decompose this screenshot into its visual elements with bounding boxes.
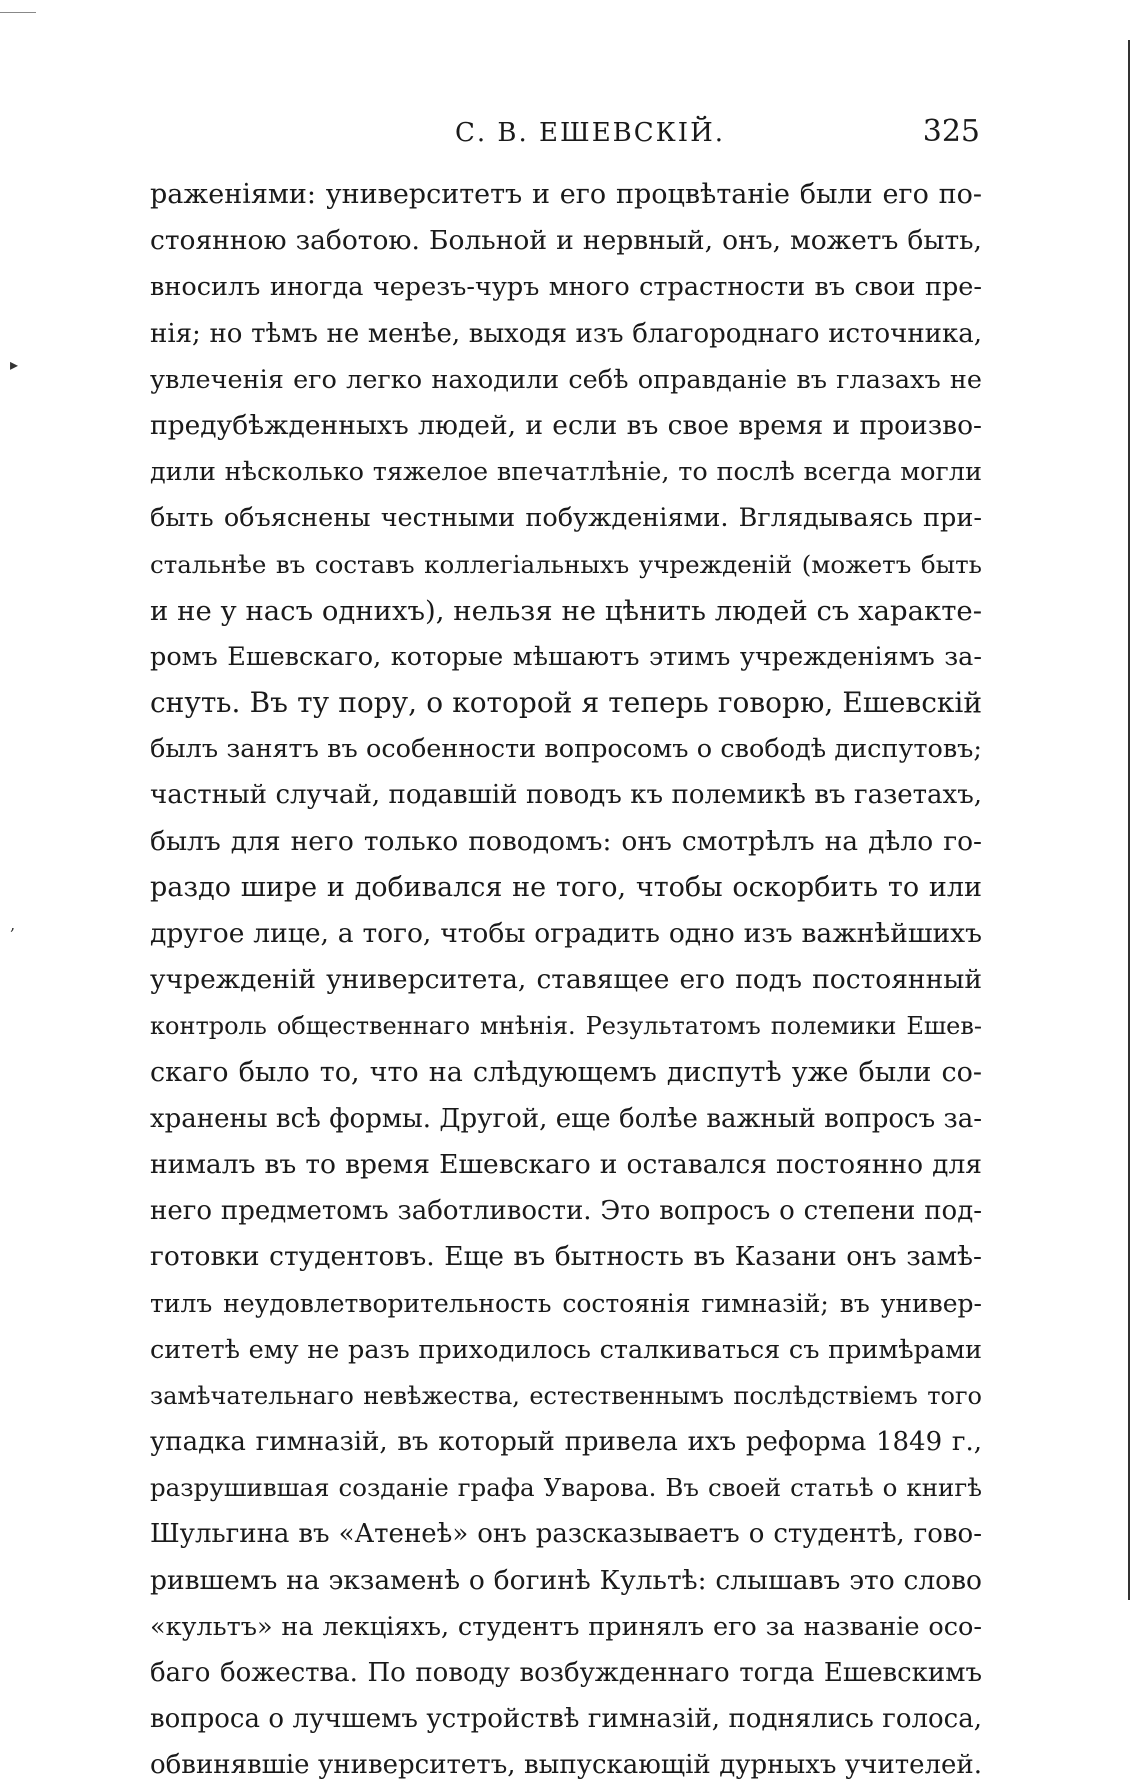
text-line: былъ занятъ въ особенности вопросомъ о свободѣ диспутовъ; (150, 734, 982, 765)
text-line: Шульгина въ «Атенеѣ» онъ разсказываетъ о студентѣ, гово- (150, 1519, 982, 1550)
text-line: другое лице, а того, чтобы оградить одно изъ важнѣйшихъ (150, 918, 982, 949)
text-line: увлеченія его легко находили себѣ оправданіе въ глазахъ не (150, 364, 982, 395)
text-line: скаго было то, что на слѣдующемъ диспутѣ уже были со- (150, 1056, 982, 1088)
text-line: дили нѣсколько тяжелое впечатлѣніе, то послѣ всегда могли (150, 457, 982, 488)
text-line: готовки студентовъ. Еще въ бытность въ Казани онъ замѣ- (150, 1241, 982, 1273)
body-paragraph (150, 172, 982, 1789)
text-line: вопроса о лучшемъ устройствѣ гимназій, поднялись голоса, (150, 1704, 982, 1735)
text-line: и не у насъ однихъ), нельзя не цѣнить людей съ характе- (150, 594, 982, 627)
text-line: хранены всѣ формы. Другой, еще болѣе важный вопросъ за- (150, 1103, 982, 1134)
margin-mark-arrow-icon: ▸ (10, 355, 19, 374)
text-line: снуть. Въ ту пору, о которой я теперь говорю, Ешевскій (150, 686, 982, 720)
text-line: раженіями: университетъ и его процвѣтаніе были его по- (150, 179, 982, 210)
text-line: упадка гимназій, въ который привела ихъ реформа 1849 г., (150, 1427, 982, 1458)
text-line: рившемъ на экзаменѣ о богинѣ Культѣ: слышавъ это слово (150, 1564, 982, 1596)
top-edge-rule (0, 12, 36, 13)
page-number: 325 (922, 114, 980, 149)
text-line: «культъ» на лекціяхъ, студентъ принялъ его за названіе осо- (150, 1611, 982, 1642)
text-line: вносилъ иногда черезъ-чуръ много страстности въ свои пре- (150, 272, 982, 303)
text-line: ситетѣ ему не разъ приходилось сталкиваться съ примѣрами (150, 1334, 982, 1365)
text-line: него предметомъ заботливости. Это вопросъ о степени под- (150, 1196, 982, 1227)
page-header (150, 114, 980, 158)
text-line: замѣчательнаго невѣжества, естественнымъ послѣдствіемъ того (150, 1381, 982, 1410)
text-line: обвинявшіе университетъ, выпускающій дурныхъ учителей. (150, 1750, 982, 1781)
page-edge-rule (1128, 40, 1130, 1600)
text-line: контроль общественнаго мнѣнія. Результатомъ полемики Ешев- (150, 1012, 982, 1041)
text-line: тилъ неудовлетворительность состоянія гимназій; въ универ- (150, 1288, 982, 1318)
running-title: С. В. ЕШЕВСКІЙ. (455, 118, 726, 148)
text-line: раздо шире и добивался не того, чтобы оскорбить то или (150, 871, 982, 903)
margin-mark-dash-icon: ‚ (10, 915, 16, 934)
text-line: былъ для него только поводомъ: онъ смотрѣлъ на дѣло го- (150, 825, 982, 857)
text-line: учрежденій университета, ставящее его подъ постоянный (150, 964, 982, 996)
text-line: частный случай, подавшій поводъ къ полемикѣ въ газетахъ, (150, 780, 982, 811)
text-line: стоянною заботою. Больной и нервный, онъ, можетъ быть, (150, 225, 982, 257)
text-line: предубѣжденныхъ людей, и если въ свое время и произво- (150, 409, 982, 441)
text-line: нія; но тѣмъ не менѣе, выходя изъ благороднаго источника, (150, 318, 982, 349)
text-line: баго божества. По поводу возбужденнаго тогда Ешевскимъ (150, 1658, 982, 1688)
text-line: быть объяснены честными побужденіями. Вглядываясь при- (150, 503, 982, 534)
text-line: ромъ Ешевскаго, которые мѣшаютъ этимъ учрежденіямъ за- (150, 641, 982, 672)
text-line: стальнѣе въ составъ коллегіальныхъ учрежденій (можетъ быть (150, 549, 982, 579)
text-line: разрушившая созданіе графа Уварова. Въ своей статьѣ о книгѣ (150, 1473, 982, 1503)
text-line: нималъ въ то время Ешевскаго и оставался постоянно для (150, 1148, 982, 1180)
